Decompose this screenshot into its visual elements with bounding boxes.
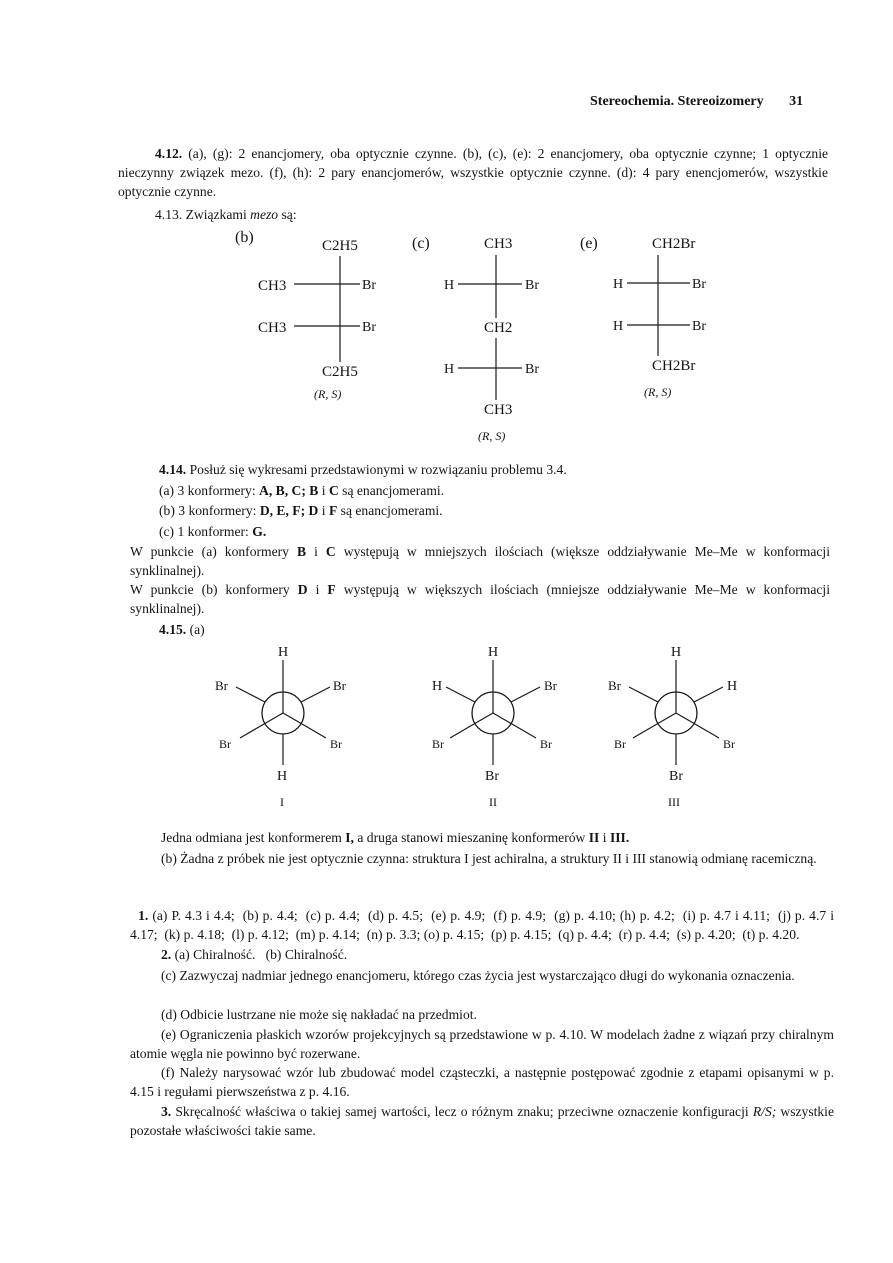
paragraph-q1: 1. (a) P. 4.3 i 4.4; (b) p. 4.4; (c) p. 4.4; (d) p. 4.5; (e) p. 4.9; (f) p. 4.9; (g) p. 4.10; (h) p. 4.2; (i) p. 4.7 i 4.11; (j) p. 4.7 i 4.17; (k) p. 4.18; (l) p. 4.12; (m) p. 4.14; (n) p. 3.3; (o) p. 4.15; (p) p. 4.15; (q) p. 4.4; (r) p. 4.4; (s) p. 4.20; (t) p. 4.20.: [130, 908, 838, 942]
svg-text:Br: Br: [330, 737, 342, 751]
paragraph-optical-activity: (b) Żadna z próbek nie jest optycznie czynna: struktura I jest achiralna, a struktury II i III stanowią odmianę racemiczną.: [161, 851, 817, 866]
svg-text:Br: Br: [333, 678, 346, 693]
configuration: (R, S): [478, 429, 506, 443]
svg-text:H: H: [278, 645, 289, 660]
newman-I: [215, 645, 347, 809]
paragraph-note-b: W punkcie (b) konformery D i F występują w większych ilościach (mniejsze oddziaływanie Me–Me w konformacji synklinalnej).: [130, 582, 830, 616]
newman-projections: [0, 640, 893, 815]
bottom-group: CH2Br: [652, 358, 696, 374]
q2-e: (e) Ograniczenia płaskich wzorów projekcyjnych są przedstawione w p. 4.10. W modelach żadne z wiązań przy chiralnym atomie węgla nie powinno być rozerwane.: [130, 1027, 834, 1061]
paragraph-text: (a), (g): 2 enancjomery, oba optycznie czynne. (b), (c), (e): 2 enancjomery, oba optycznie czynne; 1 optycznie nieczynny związek mezo. (f), (h): 2 pary enancjomerów, wszystkie optycznie czynne. (d): 4 pary enencjomerów, wszystkie optycznie czynne.: [118, 146, 829, 199]
text: Związkami: [185, 207, 247, 222]
newman-II: [432, 645, 558, 809]
svg-text:Br: Br: [540, 737, 552, 751]
top-group: CH3: [484, 236, 513, 252]
top-group: CH2Br: [652, 236, 696, 252]
newman-III: [608, 645, 737, 809]
text: (a): [189, 622, 205, 637]
right-group: Br: [362, 320, 376, 335]
fischer-c: [412, 235, 539, 443]
left-group: H: [613, 319, 624, 334]
svg-text:Br: Br: [669, 769, 683, 784]
fischer-projections: [0, 0, 893, 460]
right-group: Br: [692, 319, 706, 334]
right-group: Br: [362, 278, 376, 293]
right-group: Br: [525, 362, 539, 377]
fischer-e: [580, 235, 706, 399]
configuration: (R, S): [314, 387, 342, 401]
q2-d: (d) Odbicie lustrzane nie może się nakładać na przedmiot.: [161, 1007, 477, 1022]
q2-c: (c) Zazwyczaj nadmiar jednego enancjomeru, którego czas życia jest wystarczająco długi do wykonania oznaczenia.: [161, 968, 795, 983]
text: są:: [281, 207, 297, 222]
top-group: C2H5: [322, 238, 358, 254]
page-number: 31: [789, 94, 804, 109]
problem-number: 4.13.: [155, 207, 183, 222]
paragraph-conformers: Jedna odmiana jest konformerem I, a druga stanowi mieszaninę konformerów II i III.: [161, 830, 630, 845]
svg-text:Br: Br: [432, 737, 444, 751]
svg-text:Br: Br: [608, 678, 621, 693]
right-group: Br: [692, 277, 706, 292]
svg-text:III: III: [668, 795, 680, 809]
left-group: CH3: [258, 278, 287, 294]
list-item-b: (b) 3 konformery: D, E, F; D i F są enancjomerami.: [159, 503, 443, 518]
left-group: H: [444, 362, 455, 377]
fischer-b: [235, 229, 376, 401]
text: Posłuż się wykresami przedstawionymi w rozwiązaniu problemu 3.4.: [189, 462, 567, 477]
paragraph-note-a: W punkcie (a) konformery B i C występują w mniejszych ilościach (większe oddziaływanie Me–Me w konformacji synklinalnej).: [130, 544, 830, 578]
svg-text:H: H: [671, 645, 682, 660]
right-group: Br: [525, 278, 539, 293]
q2-ab: 2. (a) Chiralność. (b) Chiralność.: [161, 947, 348, 962]
list-item-c: (c) 1 konformer: G.: [159, 524, 267, 539]
list-item-a: (a) 3 konformery: A, B, C; B i C są enancjomerami.: [159, 483, 445, 498]
svg-text:II: II: [489, 795, 497, 809]
problem-number: 4.12.: [155, 146, 183, 161]
svg-text:Br: Br: [215, 678, 228, 693]
svg-text:Br: Br: [544, 678, 557, 693]
paragraph-4-14: [159, 460, 567, 480]
svg-text:H: H: [432, 679, 443, 694]
configuration: (R, S): [644, 385, 672, 399]
label: (c): [412, 235, 430, 252]
problem-number: 4.15.: [159, 622, 187, 637]
bottom-group: C2H5: [322, 364, 358, 380]
paragraph-q3: 3. Skręcalność właściwa o takiej samej wartości, lecz o różnym znaku; przeciwne oznaczenie konfiguracji R/S; wszystkie pozostałe właściwości takie same.: [130, 1104, 834, 1138]
svg-text:Br: Br: [485, 769, 499, 784]
bottom-group: CH3: [484, 402, 513, 418]
svg-text:H: H: [277, 769, 288, 784]
paragraph-4-15: [159, 620, 205, 640]
left-group: H: [613, 277, 624, 292]
problem-number: 4.14.: [159, 462, 187, 477]
svg-text:Br: Br: [723, 737, 735, 751]
svg-text:H: H: [727, 679, 738, 694]
header-title: Stereochemia. Stereoizomery: [590, 94, 764, 109]
left-group: H: [444, 278, 455, 293]
svg-text:I: I: [280, 795, 284, 809]
label: (b): [235, 229, 254, 246]
svg-text:Br: Br: [614, 737, 626, 751]
label: (e): [580, 235, 598, 252]
left-group: CH3: [258, 320, 287, 336]
text-italic: mezo: [250, 207, 279, 222]
middle-group: CH2: [484, 320, 513, 336]
q2-f: (f) Należy narysować wzór lub zbudować model cząsteczki, a następnie postępować zgodnie z etapami opisanymi w p. 4.15 i regułami pierwszeństwa z p. 4.16.: [130, 1065, 834, 1099]
svg-text:H: H: [488, 645, 499, 660]
svg-text:Br: Br: [219, 737, 231, 751]
